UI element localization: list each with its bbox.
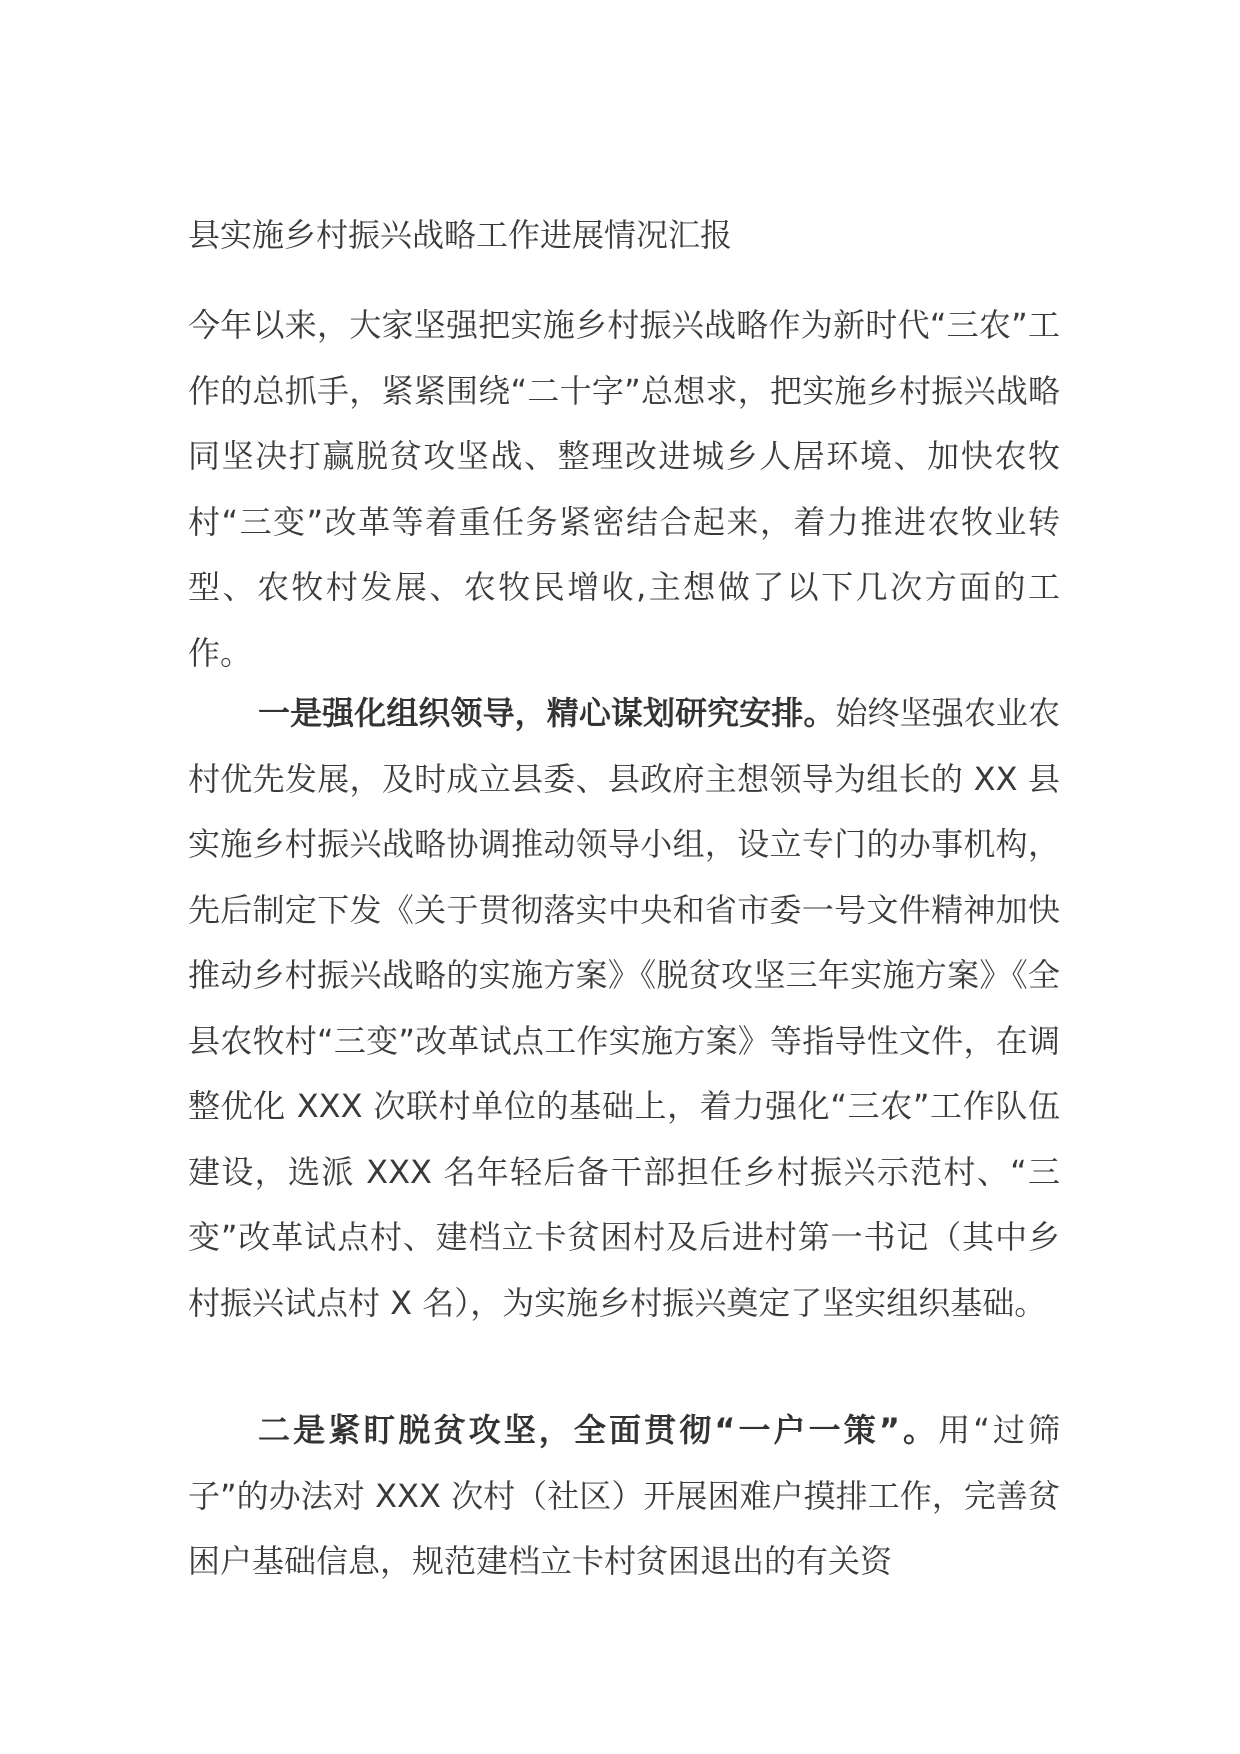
paragraph-section-two	[188, 1398, 1060, 1595]
section-heading: 一是强化组织领导，精心谋划研究安排。	[258, 694, 836, 732]
document-title: 县实施乡村振兴战略工作进展情况汇报	[188, 216, 733, 254]
paragraph-body: 始终坚强农业农村优先发展，及时成立县委、县政府主想领导为组长的 XX 县实施乡村振兴战略协调推动领导小组，设立专门的办事机构，先后制定下发《关于贯彻落实中央和省市委一号文件精神加快推动乡村振兴战略的实施方案》《脱贫攻坚三年实施方案》《全县农牧村“三变”改革试点工作实施方案》等指导性文件，在调整优化 XXX 次联村单位的基础上，着力强化“三农”工作队伍建设，选派 XXX 名年轻后备干部担任乡村振兴示范村、“三变”改革试点村、建档立卡贫困村及后进村第一书记（其中乡村振兴试点村 X 名），为实施乡村振兴奠定了坚实组织基础。	[188, 694, 1060, 1322]
paragraph-body: 今年以来，大家坚强把实施乡村振兴战略作为新时代“三农”工作的总抓手，紧紧围绕“二十字”总想求，把实施乡村振兴战略同坚决打赢脱贫攻坚战、整理改进城乡人居环境、加快农牧村“三变”改革等着重任务紧密结合起来，着力推进农牧业转型、农牧村发展、农牧民增收,主想做了以下几次方面的工作。	[188, 306, 1060, 672]
paragraph-intro	[188, 293, 1060, 686]
paragraph-section-one	[188, 681, 1060, 1336]
paragraph-body: 用“过筛子”的办法对 XXX 次村（社区）开展困难户摸排工作，完善贫困户基础信息，规范建档立卡村贫困退出的有关资	[188, 1411, 1060, 1580]
section-heading: 二是紧盯脱贫攻坚，全面贯彻“一户一策”。	[258, 1411, 939, 1449]
